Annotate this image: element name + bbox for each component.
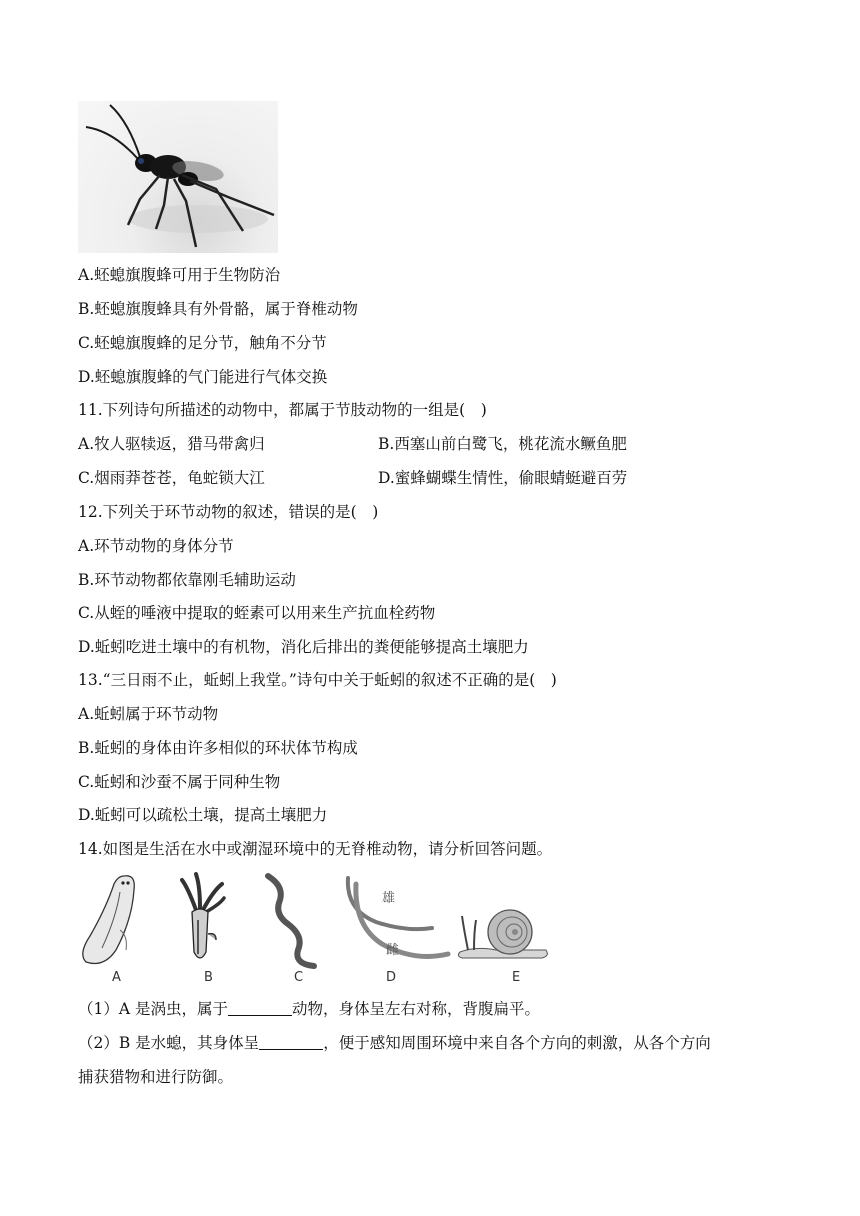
- q14-sub2: [78, 1032, 711, 1054]
- figure-label-b: B: [204, 970, 213, 985]
- male-label: 雄: [382, 891, 396, 906]
- q13-option-b: B.蚯蚓的身体由许多相似的环状体节构成: [78, 739, 358, 757]
- q12-option-b: B.环节动物都依靠刚毛辅助运动: [78, 571, 296, 589]
- q10-option-b: B.蚽螅旗腹蜂具有外骨骼，属于脊椎动物: [78, 300, 358, 318]
- wasp-photo: [78, 101, 278, 253]
- answer-blank-2[interactable]: [259, 1033, 323, 1050]
- q10-option-d: D.蚽螅旗腹蜂的气门能进行气体交换: [78, 368, 328, 386]
- answer-blank-1[interactable]: [228, 999, 292, 1016]
- figure-label-c: C: [294, 970, 304, 985]
- invertebrates-figure: [76, 870, 556, 990]
- q12-option-c: C.从蛭的唾液中提取的蛭素可以用来生产抗血栓药物: [78, 604, 436, 622]
- snail-drawing: [458, 910, 547, 958]
- q12-option-a: A.环节动物的身体分节: [78, 537, 234, 555]
- q10-option-a: A.蚽螅旗腹蜂可用于生物防治: [78, 266, 281, 284]
- q14-sub2-pre: （2）B 是水螅，其身体呈: [78, 1034, 260, 1052]
- hydra-drawing: [182, 874, 224, 958]
- q11-stem: 11.下列诗句所描述的动物中，都属于节肢动物的一组是( ): [78, 401, 487, 419]
- q14-sub2-post: ，便于感知周围环境中来自各个方向的刺激，从各个方向: [323, 1034, 711, 1052]
- q11-option-d: D.蜜蜂蝴蝶生情性，偷眼蜻蜓避百劳: [378, 469, 628, 487]
- q14-sub1-post: 动物，身体呈左右对称，背腹扁平。: [291, 1000, 540, 1018]
- q10-option-c: C.蚽螅旗腹蜂的足分节，触角不分节: [78, 334, 327, 352]
- q12-stem: 12.下列关于环节动物的叙述，错误的是( ): [78, 503, 379, 521]
- q13-stem: 13.“三日雨不止，蚯蚓上我堂。”诗句中关于蚯蚓的叙述不正确的是( ): [78, 671, 557, 689]
- figure-label-e: E: [512, 970, 521, 985]
- planarian-drawing: [83, 876, 134, 964]
- q13-option-c: C.蚯蚓和沙蚕不属于同种生物: [78, 773, 281, 791]
- figure-label-d: D: [386, 970, 397, 985]
- q13-option-a: A.蚯蚓属于环节动物: [78, 705, 219, 723]
- q12-option-d: D.蚯蚓吃进土壤中的有机物，消化后排出的粪便能够提高土壤肥力: [78, 638, 529, 656]
- q14-sub2-cont: 捕获猎物和进行防御。: [78, 1068, 234, 1086]
- female-label: 雌: [386, 943, 400, 958]
- q11-option-c: C.烟雨莽苍苍，龟蛇锁大江: [78, 469, 265, 487]
- q11-option-b: B.西塞山前白鹭飞，桃花流水鳜鱼肥: [378, 435, 627, 453]
- q13-option-d: D.蚯蚓可以疏松土壤，提高土壤肥力: [78, 806, 328, 824]
- q11-option-a: A.牧人驱犊返，猎马带禽归: [78, 435, 265, 453]
- roundworm-drawing: [268, 876, 314, 966]
- q14-sub1: [78, 998, 540, 1020]
- q14-stem: 14.如图是生活在水中或潮湿环境中的无脊椎动物，请分析回答问题。: [78, 840, 553, 858]
- figure-label-a: A: [112, 970, 121, 985]
- q14-sub1-pre: （1）A 是涡虫，属于: [78, 1000, 228, 1018]
